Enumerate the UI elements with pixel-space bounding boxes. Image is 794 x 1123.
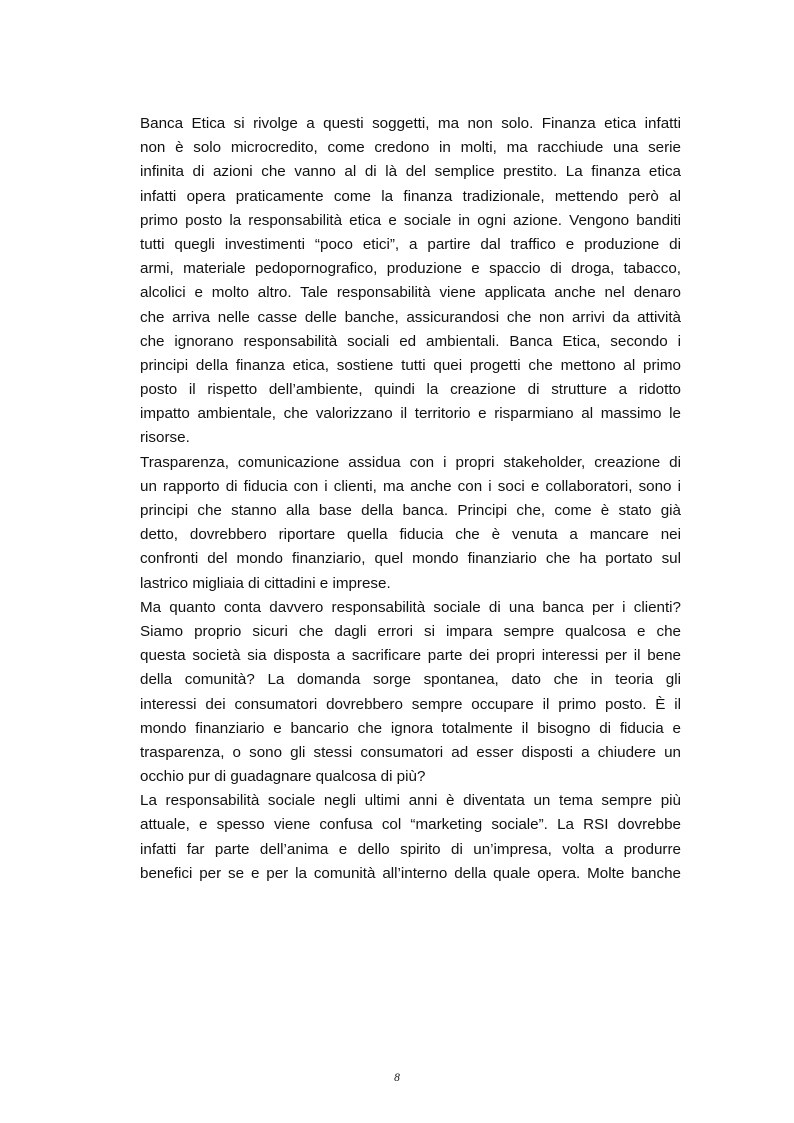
text-line: che ignorano responsabilità sociali ed ambientali. Banca Etica, secondo i <box>140 332 681 350</box>
text-line: alcolici e molto altro. Tale responsabilità viene applicata anche nel denaro <box>140 284 681 302</box>
text-line: confronti del mondo finanziario, quel mondo finanziario che ha portato sul <box>140 550 681 568</box>
text-line: Ma quanto conta davvero responsabilità sociale di una banca per i clienti? <box>140 598 681 616</box>
text-line: infatti far parte dell’anima e dello spirito di un’impresa, volta a produrre <box>140 840 681 858</box>
text-line: mondo finanziario e bancario che ignora totalmente il bisogno di fiducia e <box>140 719 681 737</box>
text-line: infatti opera praticamente come la finanza tradizionale, mettendo però al <box>140 187 681 205</box>
page-number: 8 <box>394 1072 400 1084</box>
text-line: detto, dovrebbero riportare quella fiducia che è venuta a mancare nei <box>140 526 681 544</box>
text-line: questa società sia disposta a sacrificare parte dei propri interessi per il bene <box>140 647 681 665</box>
text-line: Trasparenza, comunicazione assidua con i propri stakeholder, creazione di <box>140 453 681 471</box>
body-text <box>140 112 681 886</box>
text-line: attuale, e spesso viene confusa col “marketing sociale”. La RSI dovrebbe <box>140 816 681 834</box>
text-line: principi che stanno alla base della banca. Principi che, come è stato già <box>140 502 681 519</box>
text-line: lastrico migliaia di cittadini e imprese. <box>140 574 391 592</box>
text-line: tutti quegli investimenti “poco etici”, a partire dal traffico e produzione di <box>140 235 681 253</box>
text-line: trasparenza, o sono gli stessi consumatori ad esser disposti a chiudere un <box>140 743 681 761</box>
text-line: infinita di azioni che vanno al di là del semplice prestito. La finanza etica <box>140 163 681 181</box>
text-line: principi della finanza etica, sostiene tutti quei progetti che mettono al primo <box>140 356 681 374</box>
text-line: primo posto la responsabilità etica e sociale in ogni azione. Vengono banditi <box>140 211 681 229</box>
text-line: un rapporto di fiducia con i clienti, ma anche con i soci e collaboratori, sono i <box>140 477 681 495</box>
text-line: posto il rispetto dell’ambiente, quindi la creazione di strutture a ridotto <box>140 381 681 399</box>
text-line: non è solo microcredito, come credono in molti, ma racchiude una serie <box>140 139 681 157</box>
text-line: benefici per se e per la comunità all’interno della quale opera. Molte banche <box>140 864 681 882</box>
text-line: della comunità? La domanda sorge spontanea, dato che in teoria gli <box>140 671 681 689</box>
text-line: Siamo proprio sicuri che dagli errori si impara sempre qualcosa e che <box>140 622 681 640</box>
text-line: impatto ambientale, che valorizzano il territorio e risparmiano al massimo le <box>140 405 681 423</box>
text-line: La responsabilità sociale negli ultimi anni è diventata un tema sempre più <box>140 792 681 810</box>
text-line: interessi dei consumatori dovrebbero sempre occupare il primo posto. È il <box>140 695 681 713</box>
text-line: che arriva nelle casse delle banche, assicurandosi che non arrivi da attività <box>140 308 681 326</box>
text-line: armi, materiale pedopornografico, produzione e spaccio di droga, tabacco, <box>140 260 681 278</box>
text-line: occhio pur di guadagnare qualcosa di più? <box>140 768 426 786</box>
text-line: Banca Etica si rivolge a questi soggetti, ma non solo. Finanza etica infatti <box>140 115 681 132</box>
text-line: risorse. <box>140 429 190 447</box>
